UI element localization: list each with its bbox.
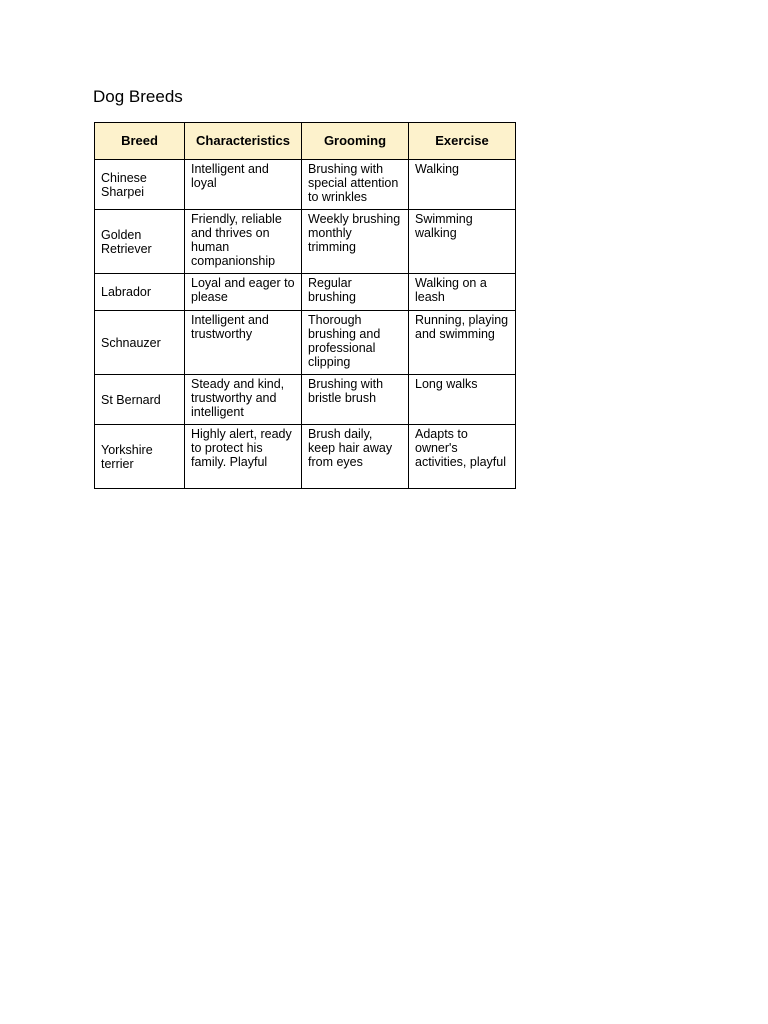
exercise-cell: Walking on a leash — [409, 274, 516, 311]
breed-cell: Golden Retriever — [95, 210, 185, 274]
column-header-breed: Breed — [95, 123, 185, 160]
exercise-cell: Running, playing and swimming — [409, 311, 516, 375]
table-row — [95, 425, 516, 489]
table-header-row — [95, 123, 516, 160]
breed-cell: Labrador — [95, 274, 185, 311]
characteristics-cell: Friendly, reliable and thrives on human companionship — [185, 210, 302, 274]
exercise-cell: Adapts to owner's activities, playful — [409, 425, 516, 489]
grooming-cell: Regular brushing — [302, 274, 409, 311]
column-header-grooming: Grooming — [302, 123, 409, 160]
characteristics-cell: Loyal and eager to please — [185, 274, 302, 311]
characteristics-cell: Highly alert, ready to protect his family. Playful — [185, 425, 302, 489]
characteristics-cell: Steady and kind, trustworthy and intelligent — [185, 375, 302, 425]
page-title: Dog Breeds — [93, 87, 183, 106]
column-header-exercise: Exercise — [409, 123, 516, 160]
column-header-characteristics: Characteristics — [185, 123, 302, 160]
breed-cell: St Bernard — [95, 375, 185, 425]
table-row — [95, 160, 516, 210]
grooming-cell: Brush daily, keep hair away from eyes — [302, 425, 409, 489]
breed-cell: Chinese Sharpei — [95, 160, 185, 210]
table-row — [95, 274, 516, 311]
grooming-cell: Brushing with special attention to wrinkles — [302, 160, 409, 210]
exercise-cell: Long walks — [409, 375, 516, 425]
grooming-cell: Brushing with bristle brush — [302, 375, 409, 425]
exercise-cell: Walking — [409, 160, 516, 210]
characteristics-cell: Intelligent and trustworthy — [185, 311, 302, 375]
table-row — [95, 375, 516, 425]
breed-cell: Schnauzer — [95, 311, 185, 375]
characteristics-cell: Intelligent and loyal — [185, 160, 302, 210]
breed-cell: Yorkshire terrier — [95, 425, 185, 489]
table-row — [95, 311, 516, 375]
dog-breeds-table — [94, 122, 516, 489]
exercise-cell: Swimming walking — [409, 210, 516, 274]
grooming-cell: Weekly brushing monthly trimming — [302, 210, 409, 274]
table-row — [95, 210, 516, 274]
grooming-cell: Thorough brushing and professional clipping — [302, 311, 409, 375]
